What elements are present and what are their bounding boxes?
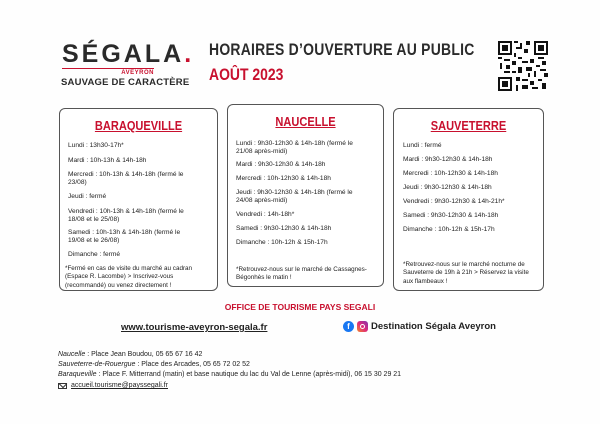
- social-label: Destination Ségala Aveyron: [371, 321, 496, 332]
- office-title: NAUCELLE: [275, 114, 336, 129]
- website-link[interactable]: www.tourisme-aveyron-segala.fr: [121, 322, 268, 333]
- hours-line: Mardi : 10h-13h & 14h-18h: [68, 157, 147, 164]
- page-title: HORAIRES D’OUVERTURE AU PUBLIC: [209, 40, 475, 59]
- hours-line: Jeudi : 9h30-12h30 & 14h-18h (fermé le 24/08 après-midi): [236, 189, 353, 205]
- hours-line: Lundi : 9h30-12h30 & 14h-18h (fermé le 21/08 après-midi): [236, 140, 353, 156]
- hours-line: Lundi : 13h30-17h*: [68, 142, 124, 149]
- hours-line: Dimanche : 10h-12h & 15h-17h: [403, 226, 495, 233]
- page-date: AOÛT 2023: [209, 65, 284, 84]
- address-line: Baraqueville : Place F. Mitterrand (matin) et base nautique du lac du Val de Lenne (après-midi), 06 15 30 29 21: [58, 371, 402, 378]
- hours-line: Mardi : 9h30-12h30 & 14h-18h: [403, 156, 493, 163]
- email-address[interactable]: accueil.tourisme@payssegali.fr: [71, 382, 168, 389]
- hours-line: Jeudi : 9h30-12h30 & 14h-18h: [403, 184, 492, 191]
- hours-line: Mercredi : 10h-12h30 & 14h-18h: [236, 175, 331, 182]
- qr-code-icon[interactable]: [498, 41, 548, 91]
- facebook-icon[interactable]: f: [343, 321, 354, 332]
- office-card-sauveterre: [393, 108, 544, 291]
- office-note: *Retrouvez-nous sur le marché de Cassagnes-Bégonhès le matin !: [236, 266, 367, 282]
- email-link[interactable]: [58, 382, 168, 389]
- office-title: BARAQUEVILLE: [94, 118, 183, 133]
- hours-line: Vendredi : 9h30-12h30 & 14h-21h*: [403, 198, 505, 205]
- hours-line: Samedi : 10h-13h & 14h-18h (fermé le 19/08 et le 26/08): [68, 229, 181, 245]
- hours-line: Samedi : 9h30-12h30 & 14h-18h: [403, 212, 499, 219]
- hours-line: Mardi : 9h30-12h30 & 14h-18h: [236, 161, 326, 168]
- hours-line: Mercredi : 10h-13h & 14h-18h (fermé le 23/08): [68, 171, 184, 187]
- office-card-baraqueville: [59, 108, 218, 291]
- logo-wordmark: SÉGALA.: [62, 40, 195, 68]
- hours-line: Mercredi : 10h-12h30 & 14h-18h: [403, 170, 498, 177]
- office-title: SAUVETERRE: [430, 118, 507, 133]
- address-line: Naucelle : Place Jean Boudou, 05 65 67 16 42: [58, 351, 203, 358]
- office-card-naucelle: [227, 104, 384, 287]
- office-note: *Retrouvez-nous sur le marché nocturne de Sauveterre de 19h à 21h > Réservez la visite aux flambeaux !: [403, 261, 529, 285]
- envelope-icon: [58, 383, 67, 389]
- hours-line: Samedi : 9h30-12h30 & 14h-18h: [236, 225, 332, 232]
- hours-line: Jeudi : fermé: [68, 193, 107, 200]
- hours-line: Dimanche : fermé: [68, 251, 121, 258]
- instagram-icon[interactable]: [357, 321, 368, 332]
- hours-line: Vendredi : 10h-13h & 14h-18h (fermé le 18/08 et le 25/08): [68, 208, 184, 224]
- social-link[interactable]: [343, 321, 496, 332]
- logo-subtitle: AVEYRON: [62, 68, 154, 76]
- office-name: OFFICE DE TOURISME PAYS SEGALI: [224, 302, 376, 312]
- address-line: Sauveterre-de-Rouergue : Place des Arcades, 05 65 72 02 52: [58, 361, 250, 368]
- hours-line: Dimanche : 10h-12h & 15h-17h: [236, 239, 328, 246]
- hours-line: Lundi : fermé: [403, 142, 442, 149]
- logo-tagline: SAUVAGE DE CARACTÈRE: [61, 77, 190, 88]
- hours-line: Vendredi : 14h-18h*: [236, 211, 295, 218]
- office-note: *Fermé en cas de visite du marché au cadran (Espace R. Lacombe) > Inscrivez-vous (recommandé) ou venez directement !: [65, 265, 193, 289]
